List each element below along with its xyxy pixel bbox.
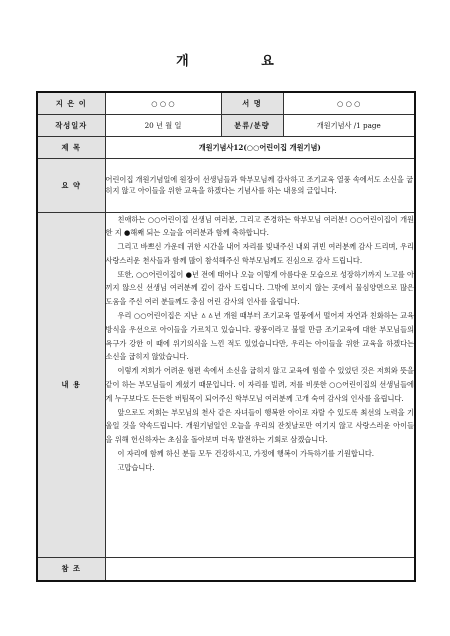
content-paragraph: 또한, ○○어린이집이 ●년 전에 태어나 오늘 이렇게 아름다운 모습으로 성장하기까지 노고를 아끼지 않으신 선생님 여러분께 깊이 감사 드립니다. 그밖에 보이지 않는 곳에서 물심양면으로 많은 도움을 주신 여러 분들께도 충심 어린 감사의 인사를 올립니다. — [105, 269, 414, 307]
summary-value: 어린이집 개원기념일에 원장이 선생님들과 학부모님께 감사하고 조기교육 열풍 속에서도 소신을 굽히지 않고 아이들을 위한 교육을 하겠다는 기념사를 하는 내용의 글입니다. — [105, 158, 415, 212]
date-row — [37, 114, 415, 136]
content-paragraph: 우리 ○○어린이집은 지난 ㅿㅿ년 개원 때부터 조기교육 열풍에서 떨어져 자연과 친화하는 교육방식을 우선으로 아이들을 가르치고 있습니다. 광풍이라고 불릴 만큼 조기교육에 대한 부모님들의 욕구가 강한 이 때에 위기의식을 느낀 적도 있었습니다만, 우리는 아이들을 위한 교육을 하겠다는 소신을 굽히지 않았습니다. — [105, 311, 414, 362]
category-label: 분류/분량 — [221, 114, 283, 136]
reference-value — [105, 557, 415, 581]
content-paragraph: 앞으로도 저희는 부모님의 천사 같은 자녀들이 행복한 아이로 자랄 수 있도록 최선의 노력을 기울일 것을 약속드립니다. 개원기념일인 오늘을 우리의 잔칫날로만 여기지 않고 사랑스러운 아이들을 위해 헌신하자는 초심을 돌아보며 더욱 발전하는 기회로 삼겠습니다. — [105, 407, 414, 445]
subject-label: 제 목 — [37, 136, 105, 158]
content-paragraph: 그리고 바쁘신 가운데 귀한 시간을 내어 자리를 빛내주신 내외 귀빈 여러분께 감사 드리며, 우리 사랑스러운 천사들과 함께 많이 참석해주신 학부모님께도 진심으로 감사 드립니다. — [105, 242, 414, 265]
content-paragraph: 이렇게 저희가 어려운 형편 속에서 소신을 굽히지 않고 교육에 힘쓸 수 있었던 것은 저희와 뜻을 같이 하는 부모님들이 계셨기 때문입니다. 이 자리를 빌려, 저를 비롯한 ○○어린이집의 선생님들에게 누구보다도 든든한 버팀목이 되어주신 학부모님 여러분께 고개 숙여 감사의 인사를 올립니다. — [105, 366, 414, 403]
summary-row — [37, 158, 415, 212]
overview-form-table — [36, 91, 416, 582]
content-paragraph: 친애하는 ○○어린이집 선생님 여러분, 그리고 존경하는 학부모님 여러분! ○○어린이집이 개원한 지 ●해째 되는 오늘을 여러분과 함께 축하합니다. — [105, 214, 414, 238]
reference-row — [37, 557, 415, 581]
content-row — [37, 212, 415, 557]
content-label: 내 용 — [37, 212, 105, 557]
summary-label: 요 약 — [37, 158, 105, 212]
closing-line: 고맙습니다. — [117, 462, 155, 472]
category-value: 개원기념사 /1 page — [283, 114, 415, 136]
content-paragraph: 이 자리에 함께 하신 분들 모두 건강하시고, 가정에 행복이 가득하기를 기원합니다. — [117, 449, 375, 459]
author-value: ○ ○ ○ — [105, 92, 221, 114]
subject-row — [37, 136, 415, 158]
date-value: 20 년 월 일 — [105, 114, 221, 136]
author-label: 지 은 이 — [37, 92, 105, 114]
signature-value: ○ ○ ○ — [283, 92, 415, 114]
author-row — [37, 92, 415, 114]
content-body — [105, 212, 415, 557]
reference-label: 참 조 — [37, 557, 105, 581]
subject-value: 개원기념사12(○○어린이집 개원기념) — [105, 136, 415, 158]
signature-label: 서 명 — [221, 92, 283, 114]
date-label: 작성일자 — [37, 114, 105, 136]
page-title: 개 요 — [176, 54, 308, 69]
